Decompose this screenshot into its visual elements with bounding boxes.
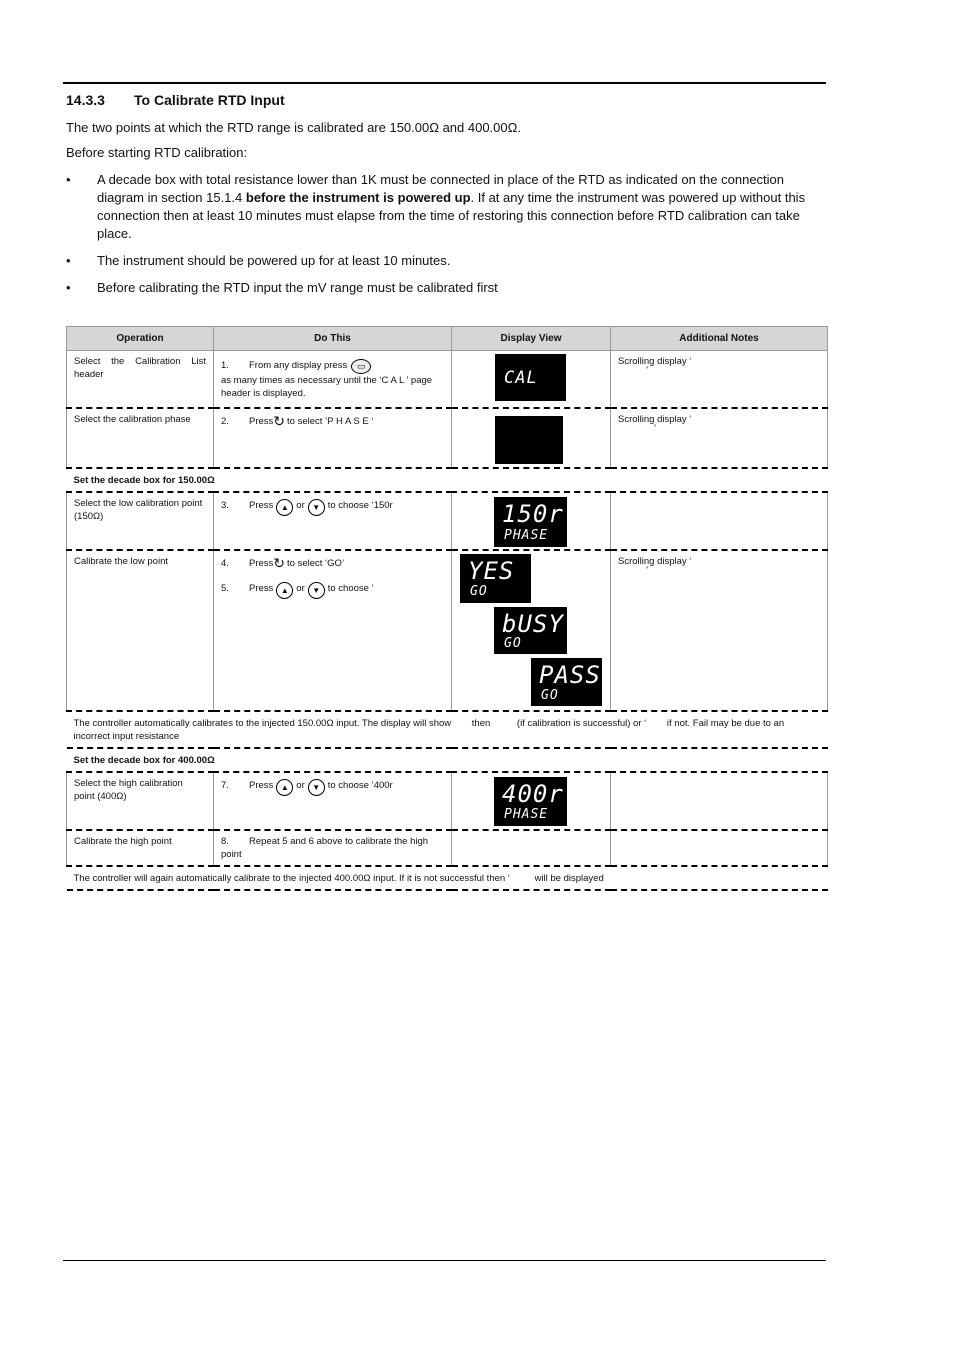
step (221, 554, 444, 571)
notes-cell (611, 830, 828, 866)
note-text: Scrolling display ‘ (618, 413, 692, 425)
do-this-cell (214, 351, 452, 408)
span-text: The controller will again automatically calibrate to the injected 400.00Ω input. If it is not successful then ‘ (73, 872, 510, 884)
section-number: 14.3.3 (66, 92, 105, 108)
step-text-tail: to select ‘GO’ (287, 557, 345, 569)
bottom-rule (63, 1260, 826, 1261)
down-arrow-icon: ▼ (308, 582, 325, 599)
top-rule (63, 82, 826, 84)
step-number: 8. (221, 835, 229, 847)
display-cell (452, 550, 611, 711)
calibration-table (66, 326, 828, 891)
bullet-text: The instrument should be powered up for at least 10 minutes. (97, 253, 451, 268)
lcd-text: CAL (504, 368, 538, 388)
operation-cell: Calibrate the low point (67, 550, 214, 711)
list-item (66, 279, 828, 297)
note-text: Scrolling display ‘ (618, 555, 692, 567)
notes-cell (611, 772, 828, 830)
before-paragraph: Before starting RTD calibration: (66, 145, 248, 160)
step (221, 779, 444, 796)
note-text-close: ’ (646, 564, 649, 576)
do-this-cell (214, 550, 452, 711)
step-text: Press (249, 557, 274, 569)
header-operation: Operation (67, 327, 214, 351)
step-text: Repeat 5 and 6 above to calibrate the high point (221, 835, 429, 860)
span-note (67, 711, 828, 748)
do-this-cell (214, 492, 452, 550)
lcd-top-text: YES (468, 556, 515, 585)
bullet-text: A decade box with total resistance lower than 1K must be connected in place of the RTD as indicated on the connection diagram in section 15.1.4 (97, 172, 785, 205)
lcd-display (494, 777, 567, 826)
section-title: To Calibrate RTD Input (134, 92, 285, 108)
notes-cell (611, 492, 828, 550)
note-text: Scrolling display ‘ (618, 356, 692, 367)
cycle-icon: ↻ (273, 412, 286, 429)
notes-cell (611, 408, 828, 468)
operation-cell: Select the calibration phase (67, 408, 214, 468)
step-or: or (296, 779, 305, 791)
display-cell (452, 772, 611, 830)
step-text-tail: to choose ‘150r (327, 499, 393, 511)
prerequisite-list (66, 171, 828, 306)
lcd-top-text: 150r (502, 499, 564, 528)
table-row (67, 408, 828, 468)
step-text: Press (249, 499, 274, 511)
note-text-close: ’ (654, 422, 657, 434)
lcd-bottom-text: PHASE (504, 527, 549, 543)
step-text: Press (249, 582, 274, 594)
step-text-continued: as many times as necessary until the ‘C A L ’ page header is displayed. (221, 375, 433, 399)
header-do-this: Do This (214, 327, 452, 351)
bullet-icon: • (66, 280, 71, 295)
lcd-top-text: bUSY (502, 609, 564, 638)
cycle-icon: ↻ (273, 554, 286, 571)
step-number: 1. (221, 360, 229, 371)
display-cell (452, 351, 611, 408)
section-heading (66, 92, 285, 108)
step (221, 499, 444, 516)
step-number: 2. (221, 415, 229, 427)
table-row (67, 866, 828, 890)
up-arrow-icon: ▲ (276, 499, 293, 516)
step-number: 5. (221, 582, 229, 594)
span-heading: Set the decade box for 150.00Ω (67, 468, 828, 492)
step-number: 7. (221, 779, 229, 791)
notes-cell (611, 550, 828, 711)
lcd-display (494, 497, 567, 547)
page-button-icon: ▭ (351, 359, 371, 374)
step-text-tail: to choose ‘400r (327, 779, 393, 791)
step-text: Press (249, 779, 274, 791)
step-or: or (296, 499, 305, 511)
span-note (67, 866, 828, 890)
table-row (67, 772, 828, 830)
step-number: 3. (221, 499, 229, 511)
do-this-cell (214, 772, 452, 830)
span-text: (if calibration is successful) or ‘ (516, 717, 647, 729)
lcd-bottom-text: GO (504, 635, 522, 651)
table-row (67, 830, 828, 866)
display-cell (452, 830, 611, 866)
step-text: From any display press (249, 360, 348, 371)
do-this-cell (214, 408, 452, 468)
list-item (66, 171, 828, 243)
up-arrow-icon: ▲ (276, 582, 293, 599)
bullet-icon: • (66, 253, 71, 268)
span-text: will be displayed (534, 872, 604, 884)
span-heading: Set the decade box for 400.00Ω (67, 748, 828, 772)
lcd-display-pass (531, 658, 602, 706)
header-notes: Additional Notes (611, 327, 828, 351)
bullet-bold-text: before the instrument is powered up (245, 190, 471, 205)
step-text: Press (249, 415, 274, 427)
bullet-text: Before calibrating the RTD input the mV range must be calibrated first (97, 280, 498, 295)
down-arrow-icon: ▼ (308, 779, 325, 796)
table-row (67, 351, 828, 408)
step (221, 412, 444, 429)
header-display-view: Display View (452, 327, 611, 351)
span-text: if not. Fail may be due to an incorrect input resistance (73, 717, 785, 742)
lcd-top-text: PASS (539, 660, 601, 689)
step-number: 4. (221, 557, 229, 569)
bullet-icon: • (66, 172, 71, 187)
down-arrow-icon: ▼ (308, 499, 325, 516)
lcd-display-busy (494, 607, 567, 654)
table-row (67, 468, 828, 492)
lcd-bottom-text: PHASE (504, 806, 549, 822)
span-text: The controller automatically calibrates to the injected 150.00Ω input. The display will show (73, 717, 452, 729)
operation-cell: Calibrate the high point (67, 830, 214, 866)
table-header-row (67, 327, 828, 351)
table-row (67, 711, 828, 748)
up-arrow-icon: ▲ (276, 779, 293, 796)
lcd-bottom-text: GO (541, 687, 559, 703)
table-row (67, 492, 828, 550)
step (221, 359, 444, 374)
span-text: then (471, 717, 491, 729)
list-item (66, 252, 828, 270)
lcd-display (495, 354, 566, 401)
lcd-top-text: 400r (502, 779, 564, 808)
step-text-tail: to select ‘P H A S E ‘ (287, 415, 374, 427)
table-row (67, 748, 828, 772)
lcd-display-yes (460, 554, 531, 603)
intro-paragraph: The two points at which the RTD range is calibrated are 150.00Ω and 400.00Ω. (66, 120, 521, 135)
operation-cell: Select the high calibration point (400Ω) (67, 772, 214, 830)
bullet-text-tail: . If at any time the instrument was powered up without this connection then at least 10 minutes must elapse from the time of restoring this connection before RTD calibration can take place. (97, 190, 806, 241)
step-text-tail: to choose ‘ (327, 582, 374, 594)
note-text-close: ’ (646, 365, 649, 376)
operation-cell: Select the low calibration point (150Ω) (67, 492, 214, 550)
lcd-bottom-text: GO (470, 583, 488, 599)
notes-cell (611, 351, 828, 408)
step (221, 582, 444, 599)
do-this-cell (214, 830, 452, 866)
display-cell (452, 492, 611, 550)
step-or: or (296, 582, 305, 594)
display-cell (452, 408, 611, 468)
operation-cell: Select the Calibration List header (67, 351, 214, 408)
lcd-display-blank (495, 416, 563, 464)
table-row (67, 550, 828, 711)
